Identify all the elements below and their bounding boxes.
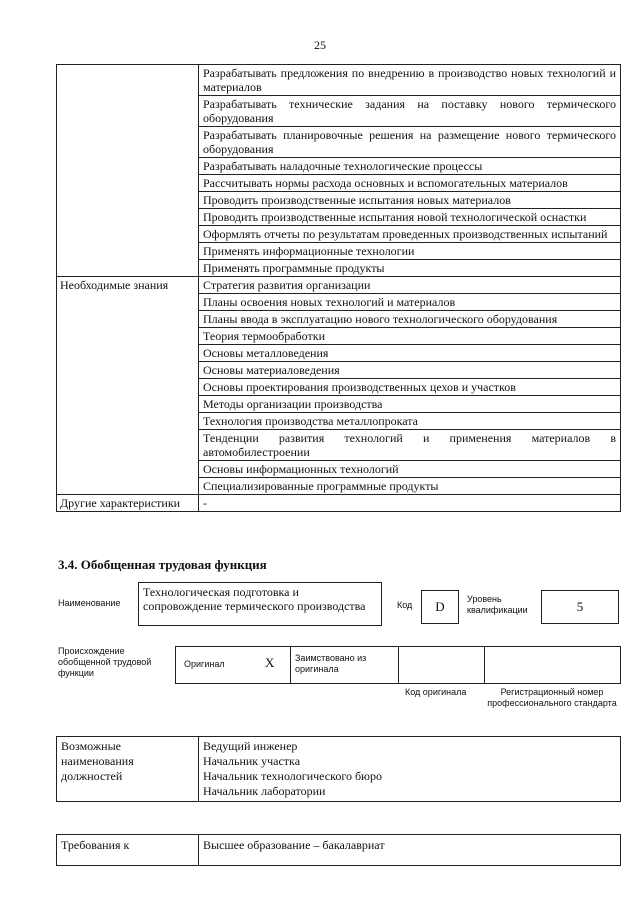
skill-item: Разрабатывать наладочные технологические процессы	[199, 158, 621, 175]
knowledge-item: Основы материаловедения	[199, 362, 621, 379]
origin-separator	[290, 647, 291, 683]
positions-list	[199, 737, 621, 802]
page-number: 25	[314, 38, 326, 52]
skill-item: Проводить производственные испытания новой технологической оснастки	[199, 209, 621, 226]
origin-separator	[484, 647, 485, 683]
position-item: Начальник лаборатории	[203, 784, 326, 798]
position-item: Начальник технологического бюро	[203, 769, 383, 783]
origin-separator	[398, 647, 399, 683]
knowledge-item: Стратегия развития организации	[199, 277, 621, 294]
borrowed-label: Заимствовано из оригинала	[295, 653, 367, 674]
requirements-label: Требования к	[57, 835, 199, 866]
section-title: 3.4. Обобщенная трудовая функция	[58, 557, 267, 572]
knowledge-item: Специализированные программные продукты	[199, 478, 621, 495]
name-label: Наименование	[58, 598, 121, 608]
code-label: Код	[397, 600, 413, 610]
skill-item: Применять программные продукты	[199, 260, 621, 277]
origin-row	[175, 646, 621, 684]
registration-number-caption: Регистрационный номер профессионального стандарта	[487, 687, 617, 708]
skills-label-cell	[57, 65, 199, 277]
requirements-table	[56, 834, 621, 866]
skill-item: Рассчитывать нормы расхода основных и вспомогательных материалов	[199, 175, 621, 192]
original-label: Оригинал	[184, 659, 225, 669]
requirements-value: Высшее образование – бакалавриат	[199, 835, 621, 866]
knowledge-item: Теория термообработки	[199, 328, 621, 345]
knowledge-item: Тенденции развития технологий и применения материалов в автомобилестроении	[199, 430, 621, 461]
knowledge-item: Планы ввода в эксплуатацию нового технологического оборудования	[199, 311, 621, 328]
skill-item: Применять информационные технологии	[199, 243, 621, 260]
skill-item: Оформлять отчеты по результатам проведенных производственных испытаний	[199, 226, 621, 243]
knowledge-item: Планы освоения новых технологий и материалов	[199, 294, 621, 311]
knowledge-item: Технология производства металлопроката	[199, 413, 621, 430]
skill-item: Проводить производственные испытания новых материалов	[199, 192, 621, 209]
position-item: Начальник участка	[203, 754, 301, 768]
function-code-box: D	[421, 590, 459, 624]
position-item: Ведущий инженер	[203, 739, 298, 753]
skill-item: Разрабатывать технические задания на поставку нового термического оборудования	[199, 96, 621, 127]
level-label: Уровень квалификации	[467, 594, 528, 615]
code-original-caption: Код оригинала	[405, 687, 467, 697]
knowledge-item: Основы металловедения	[199, 345, 621, 362]
skill-item: Разрабатывать планировочные решения на размещение нового термического оборудования	[199, 127, 621, 158]
qualification-level-box: 5	[541, 590, 619, 624]
knowledge-label: Необходимые знания	[57, 277, 199, 495]
knowledge-item: Основы проектирования производственных цехов и участков	[199, 379, 621, 396]
other-characteristics-value: -	[199, 495, 621, 512]
positions-table	[56, 736, 621, 802]
knowledge-item: Методы организации производства	[199, 396, 621, 413]
skills-knowledge-table	[56, 64, 621, 512]
skill-item: Разрабатывать предложения по внедрению в производство новых технологий и материалов	[199, 65, 621, 96]
positions-label: Возможные наименования должностей	[57, 737, 199, 802]
origin-label: Происхождение обобщенной трудовой функции	[58, 646, 152, 678]
original-mark: X	[265, 655, 275, 670]
function-name-box: Технологическая подготовка и сопровождение термического производства	[138, 582, 382, 626]
knowledge-item: Основы информационных технологий	[199, 461, 621, 478]
other-characteristics-label: Другие характеристики	[57, 495, 199, 512]
